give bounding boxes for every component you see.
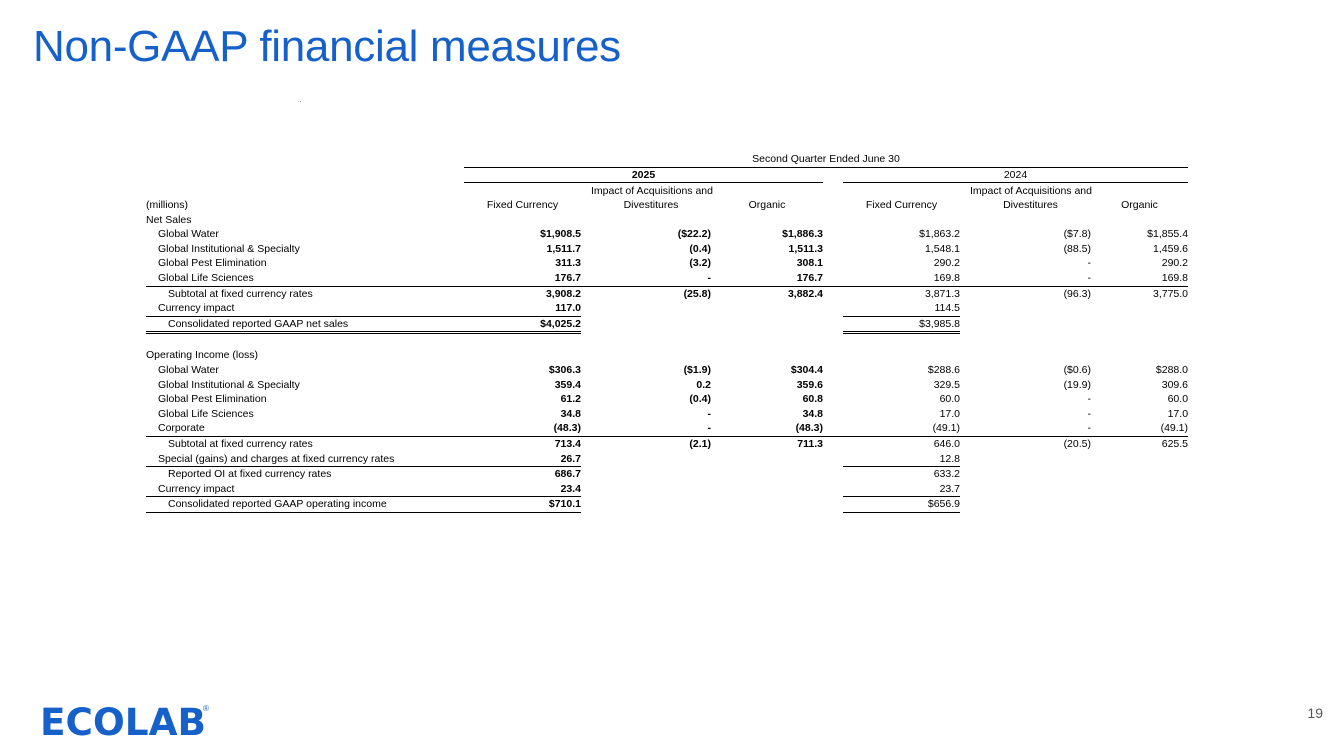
period-header-row: [146, 152, 1188, 167]
value-cell: $288.0: [1155, 364, 1189, 377]
value-cell: [591, 316, 711, 333]
year-2025-header: 2025: [464, 167, 823, 183]
value-cell: -: [707, 422, 711, 435]
table-row: [146, 256, 1188, 271]
value-cell: [711, 497, 823, 513]
value-cell: (49.1): [932, 422, 960, 435]
value-cell: 1,459.6: [1152, 242, 1189, 255]
value-cell: $4,025.2: [464, 316, 581, 333]
value-cell: (88.5): [1063, 242, 1091, 255]
row-label: Global Water: [158, 228, 219, 241]
operating-income-section: [146, 363, 1188, 512]
logo-registered: ®: [203, 704, 209, 713]
value-cell: (0.4): [689, 393, 711, 406]
value-cell: -: [1087, 272, 1091, 285]
value-cell: [970, 467, 1091, 482]
value-cell: [591, 301, 711, 316]
value-cell: [970, 482, 1091, 497]
value-cell: 3,908.2: [464, 286, 581, 301]
period-header: Second Quarter Ended June 30: [464, 152, 1188, 167]
decorative-dot: [300, 101, 301, 102]
spacer-row: [146, 333, 1188, 349]
value-cell: -: [1087, 407, 1091, 420]
value-cell: 0.2: [696, 378, 711, 391]
value-cell: 17.0: [1167, 407, 1189, 420]
table-row: [146, 286, 1188, 301]
table-row: [146, 452, 1188, 467]
value-cell: 117.0: [555, 302, 581, 315]
table-row: [146, 482, 1188, 497]
page-number: 19: [1307, 705, 1323, 721]
value-cell: (25.8): [591, 286, 711, 301]
value-cell: (20.5): [970, 437, 1091, 452]
value-cell: ($0.6): [1063, 364, 1091, 377]
value-cell: [711, 316, 823, 333]
table-row: [146, 407, 1188, 422]
table-row: [146, 271, 1188, 286]
table-row: [146, 227, 1188, 242]
page-title: Non-GAAP financial measures: [33, 22, 621, 71]
value-cell: 646.0: [843, 437, 960, 452]
value-cell: [1091, 467, 1188, 482]
value-cell: $656.9: [843, 497, 960, 513]
value-cell: 12.8: [843, 452, 960, 467]
row-label: Global Institutional & Specialty: [158, 242, 300, 255]
value-cell: 60.8: [802, 393, 823, 406]
value-cell: $304.4: [790, 364, 823, 377]
value-cell: [711, 301, 823, 316]
value-cell: 3,775.0: [1091, 286, 1188, 301]
value-cell: 23.7: [843, 482, 960, 497]
col-fixed-currency-2024: Fixed Currency: [865, 199, 938, 212]
row-label: Global Water: [158, 364, 219, 377]
table-row: [146, 437, 1188, 452]
value-cell: -: [1087, 422, 1091, 435]
value-cell: (49.1): [1160, 422, 1189, 435]
value-cell: 26.7: [464, 452, 581, 467]
value-cell: 60.0: [939, 393, 960, 406]
value-cell: 309.6: [1161, 378, 1189, 391]
row-label: Global Pest Elimination: [158, 257, 267, 270]
row-label: Global Life Sciences: [158, 272, 254, 285]
col-impact-line1: Impact of Acquisitions and: [970, 184, 1092, 197]
col-impact-2025: [591, 183, 711, 213]
value-cell: [1091, 497, 1188, 513]
value-cell: 34.8: [802, 407, 823, 420]
value-cell: [970, 452, 1091, 467]
value-cell: [591, 452, 711, 467]
value-cell: (96.3): [970, 286, 1091, 301]
logo-text: ECOLAB: [40, 702, 207, 738]
units-label: (millions): [146, 199, 188, 212]
value-cell: [591, 482, 711, 497]
value-cell: [591, 497, 711, 513]
value-cell: 1,548.1: [924, 242, 960, 255]
value-cell: -: [707, 272, 711, 285]
non-gaap-table: [146, 152, 1188, 513]
value-cell: $1,908.5: [540, 228, 581, 241]
value-cell: 60.0: [1167, 393, 1189, 406]
value-cell: 308.1: [796, 257, 823, 270]
value-cell: [1091, 301, 1188, 316]
ecolab-logo: [40, 702, 212, 738]
col-impact-2024: [970, 183, 1091, 213]
col-organic-2024: Organic: [1121, 199, 1158, 212]
value-cell: 713.4: [464, 437, 581, 452]
row-label: Currency impact: [146, 482, 464, 497]
row-label: Currency impact: [158, 302, 235, 315]
value-cell: [711, 467, 823, 482]
col-organic-2025: Organic: [748, 199, 786, 212]
value-cell: -: [1087, 393, 1091, 406]
section-heading: Operating Income (loss): [146, 349, 259, 362]
col-impact-line2: Divestitures: [1003, 199, 1058, 212]
column-header-row: [146, 183, 1188, 213]
table-row: [146, 467, 1188, 482]
value-cell: $288.6: [927, 364, 960, 377]
value-cell: 169.8: [933, 272, 960, 285]
value-cell: 686.7: [554, 468, 581, 481]
value-cell: 711.3: [711, 437, 823, 452]
value-cell: 23.4: [464, 482, 581, 497]
value-cell: [711, 452, 823, 467]
table-row: [146, 378, 1188, 393]
row-label: Global Pest Elimination: [158, 393, 267, 406]
table-row: [146, 301, 1188, 316]
table-row: [146, 421, 1188, 436]
value-cell: 359.6: [796, 378, 823, 391]
net-sales-section: [146, 227, 1188, 333]
op-income-heading-row: [146, 348, 1188, 363]
value-cell: ($7.8): [1063, 228, 1091, 241]
col-impact-line1: Impact of Acquisitions and: [591, 184, 713, 197]
value-cell: 61.2: [560, 393, 581, 406]
value-cell: [1091, 316, 1188, 333]
value-cell: [591, 467, 711, 482]
table-row: [146, 497, 1188, 513]
value-cell: 176.7: [796, 272, 823, 285]
value-cell: 1,511.3: [788, 242, 823, 255]
row-label: Consolidated reported GAAP net sales: [146, 316, 464, 333]
table-row: [146, 242, 1188, 257]
value-cell: (2.1): [591, 437, 711, 452]
value-cell: -: [1087, 257, 1091, 270]
value-cell: ($22.2): [677, 228, 711, 241]
value-cell: (0.4): [689, 242, 711, 255]
row-label: Subtotal at fixed currency rates: [146, 437, 464, 452]
value-cell: (48.3): [553, 422, 581, 435]
row-label: Subtotal at fixed currency rates: [146, 286, 464, 301]
row-label: Global Institutional & Specialty: [158, 378, 300, 391]
value-cell: [970, 301, 1091, 316]
value-cell: [1091, 482, 1188, 497]
value-cell: ($1.9): [683, 364, 711, 377]
value-cell: (48.3): [795, 422, 823, 435]
value-cell: $710.1: [464, 497, 581, 513]
value-cell: [711, 482, 823, 497]
row-label: Global Life Sciences: [158, 407, 254, 420]
col-fixed-currency-2025: Fixed Currency: [486, 199, 559, 212]
table-row: [146, 363, 1188, 378]
value-cell: 625.5: [1091, 437, 1188, 452]
table-row: [146, 392, 1188, 407]
value-cell: 17.0: [939, 407, 960, 420]
value-cell: [970, 497, 1091, 513]
value-cell: -: [707, 407, 711, 420]
value-cell: 1,511.7: [546, 242, 581, 255]
value-cell: 359.4: [554, 378, 581, 391]
table-row: [146, 316, 1188, 333]
value-cell: $3,985.8: [843, 316, 960, 333]
value-cell: 290.2: [933, 257, 960, 270]
value-cell: 3,871.3: [843, 286, 960, 301]
value-cell: $306.3: [548, 364, 581, 377]
value-cell: 114.5: [934, 302, 960, 315]
row-label: Reported OI at fixed currency rates: [168, 468, 332, 481]
value-cell: $1,863.2: [919, 228, 960, 241]
section-heading: Net Sales: [146, 213, 192, 226]
value-cell: [1091, 452, 1188, 467]
value-cell: [970, 316, 1091, 333]
value-cell: 3,882.4: [711, 286, 823, 301]
non-gaap-table-container: [146, 152, 1188, 513]
row-label: Corporate: [158, 422, 205, 435]
year-2024-header: 2024: [843, 167, 1188, 183]
value-cell: 169.8: [1161, 272, 1189, 285]
value-cell: (3.2): [689, 257, 711, 270]
value-cell: 34.8: [560, 407, 581, 420]
row-label: Consolidated reported GAAP operating income: [146, 497, 464, 513]
row-label: Special (gains) and charges at fixed currency rates: [146, 452, 464, 467]
value-cell: 311.3: [555, 257, 581, 270]
value-cell: 176.7: [554, 272, 581, 285]
year-header-row: [146, 167, 1188, 183]
col-impact-line2: Divestitures: [623, 199, 679, 212]
net-sales-heading-row: [146, 213, 1188, 228]
value-cell: (19.9): [1063, 378, 1091, 391]
value-cell: $1,886.3: [782, 228, 823, 241]
value-cell: 633.2: [933, 468, 960, 481]
value-cell: 329.5: [933, 378, 960, 391]
value-cell: $1,855.4: [1147, 228, 1189, 241]
value-cell: 290.2: [1161, 257, 1189, 270]
